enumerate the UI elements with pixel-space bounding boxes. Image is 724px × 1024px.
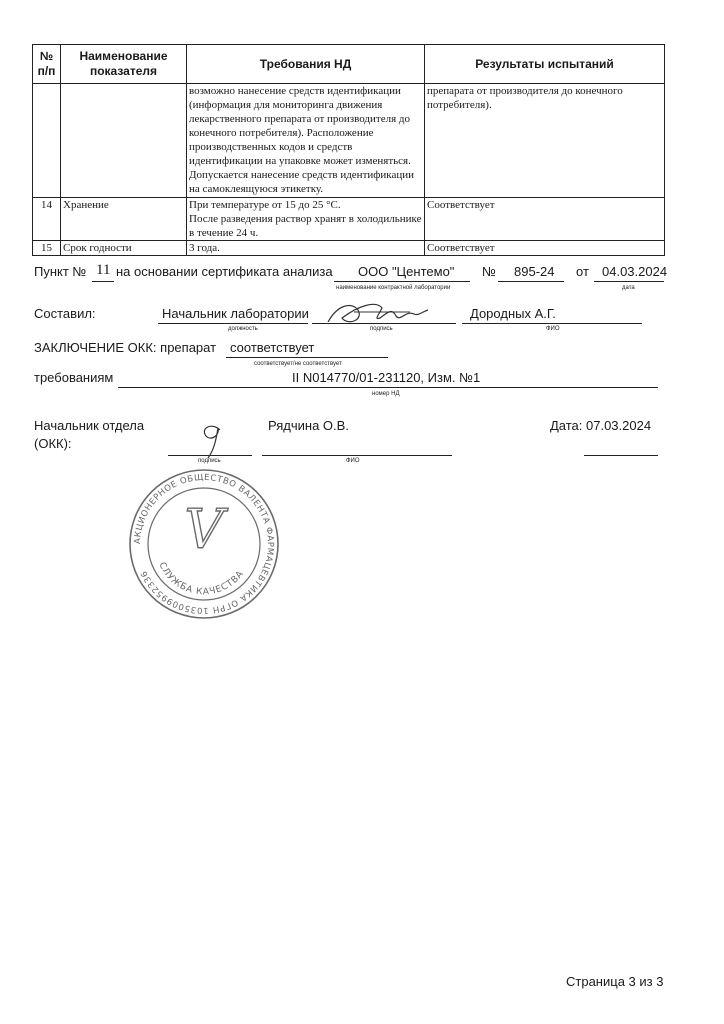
head-date: 07.03.2024: [586, 418, 652, 433]
quality-service-stamp: [128, 468, 280, 620]
cert-basis: на основании сертификата анализа: [116, 264, 333, 279]
head-name-underline: [262, 455, 452, 456]
header-num: № п/п: [33, 45, 61, 84]
table-row: [33, 84, 665, 198]
row-num: 15: [33, 241, 61, 256]
stamp-outer-text: АКЦИОНЕРНОЕ ОБЩЕСТВО ВАЛЕНТА ФАРМАЦЕВТИКА ОГРН 1035009952336: [132, 472, 276, 616]
cert-date: 04.03.2024: [602, 264, 668, 279]
head-label-line1: Начальник отдела: [34, 418, 145, 433]
cert-item-number: 11: [96, 262, 111, 278]
cert-prefix: Пункт №: [34, 264, 87, 279]
head-date-label: Дата:: [550, 418, 583, 433]
org-underline: [334, 281, 470, 282]
position-caption: должность: [228, 326, 258, 332]
composed-name: Дородных А.Г.: [470, 306, 556, 321]
cert-no-underline: [498, 281, 564, 282]
nd-caption: номер НД: [372, 391, 400, 397]
item-underline: [92, 281, 114, 282]
table-row: [33, 198, 665, 241]
head-name-caption: ФИО: [346, 458, 360, 464]
row-name: Хранение: [61, 198, 187, 241]
head-label-line2: (ОКК):: [34, 436, 72, 451]
name-caption: ФИО: [546, 326, 560, 332]
row-num: [33, 84, 61, 198]
signature-image: [318, 296, 438, 330]
conclusion-label: ЗАКЛЮЧЕНИЕ ОКК: препарат: [34, 340, 217, 355]
row-result: препарата от производителя до конечного потребителя).: [425, 84, 665, 198]
stamp-logo-letter: V: [184, 498, 224, 561]
date-caption: дата: [622, 285, 635, 291]
cert-number: 895-24: [514, 264, 555, 279]
composed-position: Начальник лаборатории: [162, 306, 309, 321]
table-header-row: [33, 45, 665, 84]
conclusion-value: соответствует: [230, 340, 315, 355]
head-signature-image: [190, 418, 234, 462]
row-result: Соответствует: [425, 241, 665, 256]
table-row: [33, 241, 665, 256]
date-underline: [594, 281, 664, 282]
header-name: Наименование показателя: [61, 45, 187, 84]
header-results: Результаты испытаний: [425, 45, 665, 84]
page-number: Страница 3 из 3: [566, 974, 664, 989]
head-name: Рядчина О.В.: [268, 418, 349, 433]
conclusion-underline: [226, 357, 388, 358]
row-name: Срок годности: [61, 241, 187, 256]
row-num: 14: [33, 198, 61, 241]
stamp-inner-text: СЛУЖБА КАЧЕСТВА: [156, 560, 247, 598]
row-requirement: При температуре от 15 до 25 °С. После разведения раствор хранят в холодильнике в течение 24 ч.: [187, 198, 425, 241]
position-underline: [158, 323, 308, 324]
requirements-label: требованиям: [34, 370, 114, 385]
row-name: [61, 84, 187, 198]
header-requirements: Требования НД: [187, 45, 425, 84]
head-signature-caption: подпись: [198, 458, 221, 464]
composed-label: Составил:: [34, 306, 96, 321]
spec-table: [32, 44, 665, 256]
conclusion-caption: соответствует/не соответствует: [254, 361, 342, 367]
cert-from-label: от: [576, 264, 589, 279]
row-result: Соответствует: [425, 198, 665, 241]
row-requirement: возможно нанесение средств идентификации (информация для мониторинга движения лекарственного препарата от производителя до конечного потребителя). Расположение производственных кодов и средств идентификации на упаковке может изменяться. Допускается нанесение средств идентификации на самоклеящуюся этикетку.: [187, 84, 425, 198]
nd-underline: [118, 387, 658, 388]
head-date-underline: [584, 455, 658, 456]
cert-org: ООО "Центемо": [358, 264, 455, 279]
nd-number: II N014770/01-231120, Изм. №1: [292, 370, 481, 385]
org-caption: наименование контрактной лаборатории: [336, 285, 451, 291]
name-underline: [462, 323, 642, 324]
signature-caption: подпись: [370, 326, 393, 332]
cert-no-label: №: [482, 264, 496, 279]
row-requirement: 3 года.: [187, 241, 425, 256]
